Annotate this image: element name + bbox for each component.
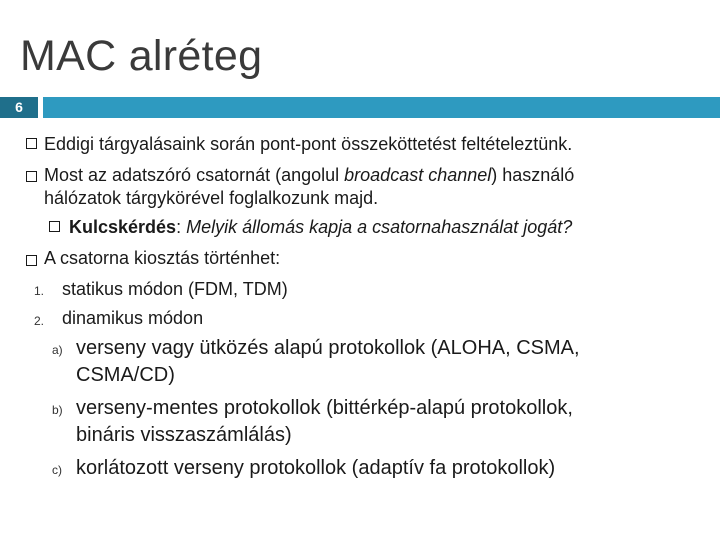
bullet-continuation: [44, 187, 378, 209]
lettered-text: verseny vagy ütközés alapú protokollok (ALOHA, CSMA,: [76, 337, 580, 359]
lettered-text: CSMA/CD): [76, 364, 175, 386]
numbered-text: statikus módon (FDM, TDM): [62, 279, 288, 299]
bullet-text: Most az adatszóró csatornát (angolul: [44, 165, 345, 185]
bullet-square-icon: [26, 138, 37, 149]
list-letter: a): [52, 343, 63, 357]
list-number: 1.: [34, 284, 45, 298]
lettered-text: verseny-mentes protokollok (bittérkép-alapú protokollok,: [76, 397, 573, 419]
sub-bullet-item: [69, 216, 572, 238]
list-letter: b): [52, 403, 63, 417]
bullet-text: Eddigi tárgyalásaink során pont-pont összeköttetést feltételeztünk.: [44, 134, 573, 154]
lettered-item: [76, 336, 580, 360]
sub-bullet-square-icon: [49, 221, 60, 232]
key-question-text: Melyik állomás kapja a csatornahasználat jogát?: [186, 217, 573, 237]
slide-number: 6: [0, 97, 38, 118]
bullet-item: [44, 164, 574, 186]
bullet-square-icon: [26, 171, 37, 182]
bullet-item: [44, 133, 572, 155]
lettered-item: [76, 396, 573, 420]
bullet-text: hálózatok tárgykörével foglalkozunk majd.: [44, 188, 379, 208]
lettered-continuation: [76, 363, 175, 387]
bullet-text: ) használó: [491, 165, 575, 185]
bullet-item: [44, 247, 280, 269]
bullet-square-icon: [26, 255, 37, 266]
list-letter: c): [52, 463, 62, 477]
lettered-continuation: [76, 423, 292, 447]
numbered-item: [62, 307, 203, 329]
numbered-item: [62, 278, 288, 300]
lettered-text: bináris visszaszámlálás): [76, 424, 292, 446]
list-number: 2.: [34, 314, 45, 328]
colon: :: [176, 217, 187, 237]
numbered-text: dinamikus módon: [62, 308, 204, 328]
bullet-text: A csatorna kiosztás történhet:: [44, 248, 281, 268]
lettered-text: korlátozott verseny protokollok (adaptív fa protokollok): [76, 457, 556, 479]
lettered-item: [76, 456, 555, 480]
key-question-label: Kulcskérdés: [69, 217, 177, 237]
slide-title: MAC alréteg: [20, 32, 263, 80]
bullet-italic-term: broadcast channel: [344, 165, 492, 185]
